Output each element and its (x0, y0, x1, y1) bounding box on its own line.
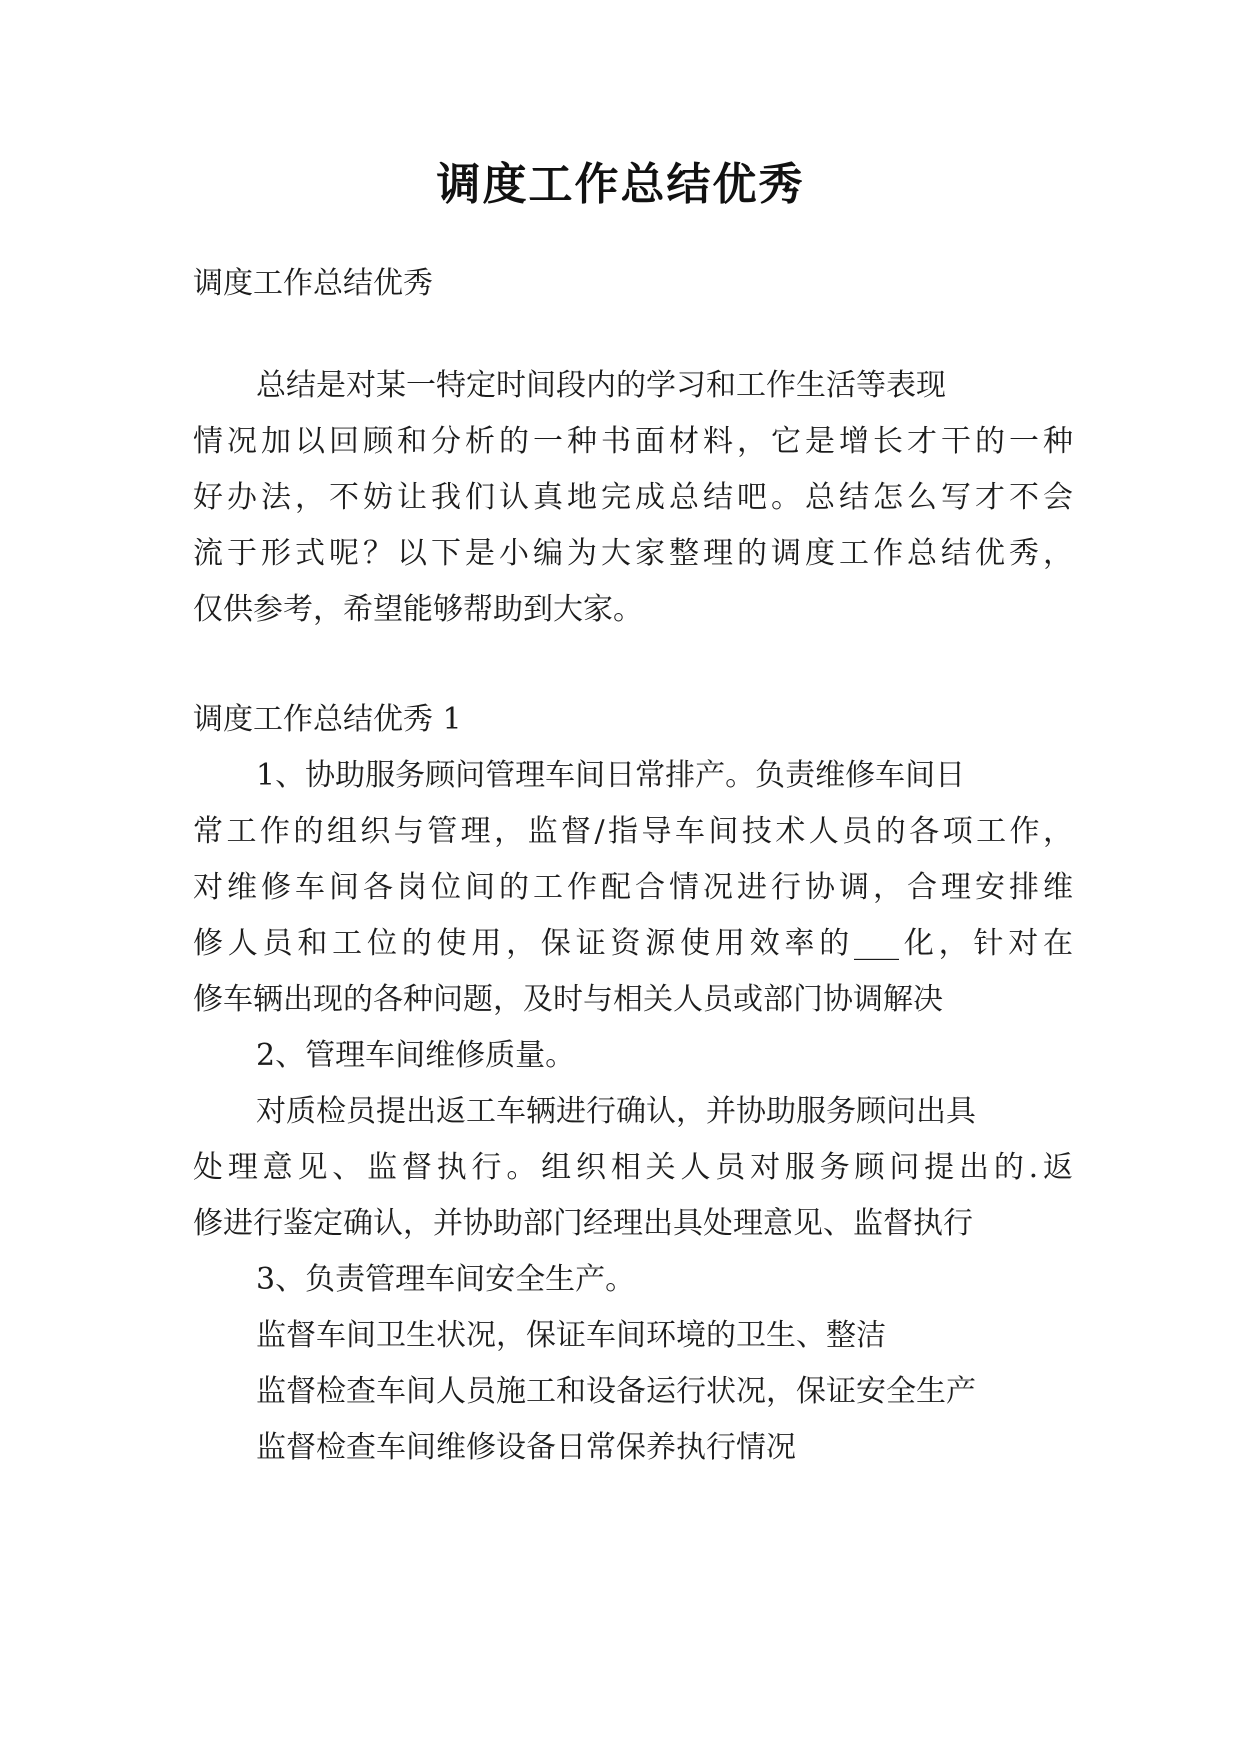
item1-line-5: 修车辆出现的各种问题，及时与相关人员或部门协调解决 (193, 982, 943, 1017)
document-subtitle: 调度工作总结优秀 (193, 266, 433, 301)
item1-line-3: 对维修车间各岗位间的工作配合情况进行协调，合理安排维 (193, 870, 1073, 905)
item2-line-2: 处理意见、监督执行。组织相关人员对服务顾问提出的.返 (193, 1150, 1073, 1185)
intro-line-4: 流于形式呢？以下是小编为大家整理的调度工作总结优秀， (193, 536, 1073, 571)
item1-line-1: 1、协助服务顾问管理车间日常排产。负责维修车间日 (256, 758, 966, 793)
intro-line-5: 仅供参考，希望能够帮助到大家。 (193, 592, 643, 627)
intro-line-2: 情况加以回顾和分析的一种书面材料，它是增长才干的一种 (193, 424, 1073, 459)
item2-line-3: 修进行鉴定确认，并协助部门经理出具处理意见、监督执行 (193, 1206, 973, 1241)
item1-line-4: 修人员和工位的使用，保证资源使用效率的___化，针对在 (193, 926, 1073, 961)
item3-heading: 3、负责管理车间安全生产。 (256, 1262, 636, 1297)
item3-line-1: 监督车间卫生状况，保证车间环境的卫生、整洁 (256, 1318, 886, 1353)
item3-line-3: 监督检查车间维修设备日常保养执行情况 (256, 1430, 796, 1465)
document-title: 调度工作总结优秀 (436, 159, 805, 210)
intro-line-3: 好办法，不妨让我们认真地完成总结吧。总结怎么写才不会 (193, 480, 1073, 515)
intro-line-1: 总结是对某一特定时间段内的学习和工作生活等表现 (256, 368, 946, 403)
item2-heading: 2、管理车间维修质量。 (256, 1038, 576, 1073)
item3-line-2: 监督检查车间人员施工和设备运行状况，保证安全生产 (256, 1374, 976, 1409)
item2-line-1: 对质检员提出返工车辆进行确认，并协助服务顾问出具 (256, 1094, 976, 1129)
item1-line-2: 常工作的组织与管理，监督/指导车间技术人员的各项工作， (193, 814, 1073, 849)
section1-heading: 调度工作总结优秀 1 (193, 702, 462, 737)
